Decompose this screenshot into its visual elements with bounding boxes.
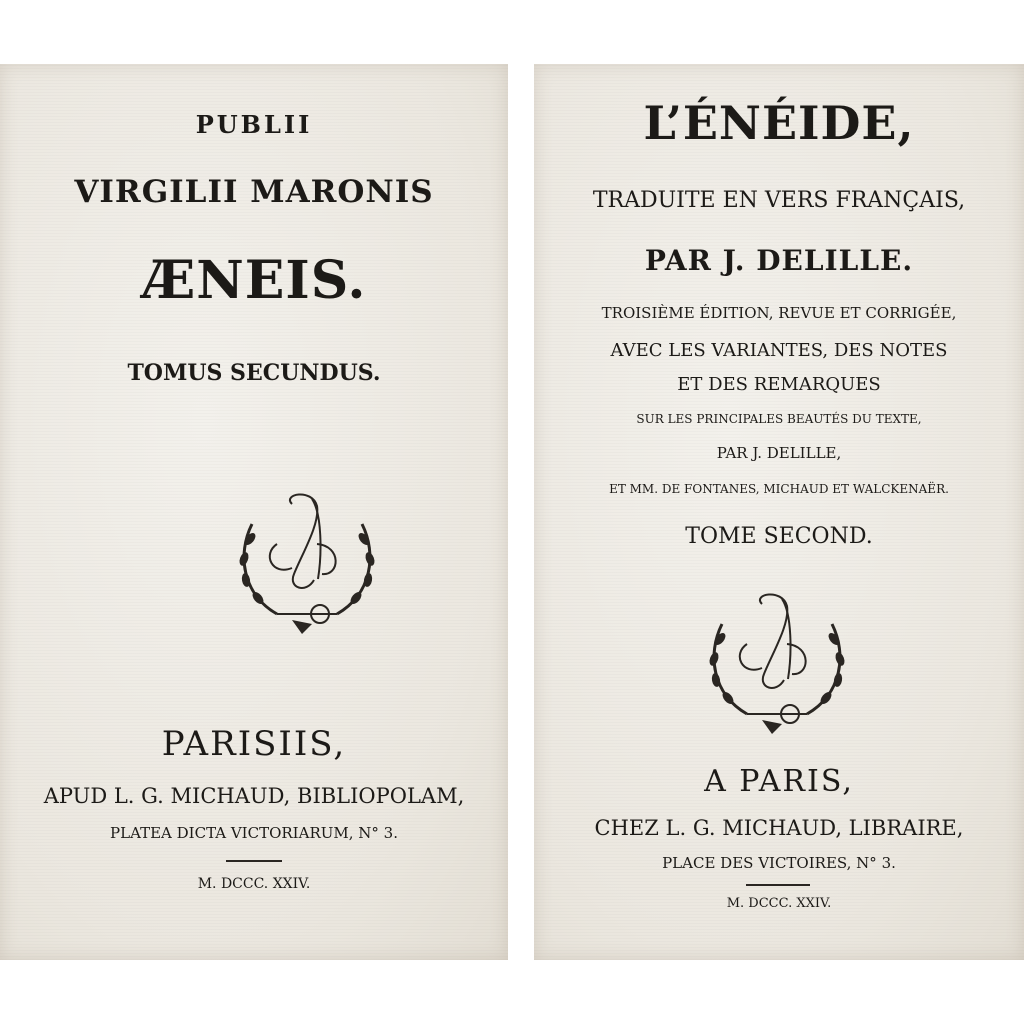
divider-rule	[746, 884, 810, 886]
author-name: VIRGILII MARONIS	[74, 174, 434, 210]
edition-line: TROISIÈME ÉDITION, REVUE ET CORRIGÉE,	[601, 304, 957, 322]
imprint-address: PLATEA DICTA VICTORIARUM, N° 3.	[110, 824, 398, 842]
left-title-page	[0, 64, 508, 960]
imprint-date: M. DCCC. XXIV.	[726, 896, 832, 911]
work-title: ÆNEIS.	[141, 250, 367, 311]
contributors-line: ET MM. DE FONTANES, MICHAUD ET WALCKENAËR.	[609, 482, 949, 496]
imprint-date: M. DCCC. XXIV.	[197, 876, 311, 892]
monogram-vignette-icon	[222, 484, 392, 644]
imprint-address: PLACE DES VICTOIRES, N° 3.	[662, 854, 896, 872]
imprint-publisher: CHEZ L. G. MICHAUD, LIBRAIRE,	[594, 816, 964, 840]
work-title: L’ÉNÉIDE,	[643, 96, 915, 150]
remarks-line: ET DES REMARQUES	[677, 374, 881, 395]
imprint-publisher: APUD L. G. MICHAUD, BIBLIOPOLAM,	[43, 784, 465, 808]
imprint-city: A PARIS,	[704, 764, 854, 799]
volume-label: TOMUS SECUNDUS.	[127, 360, 381, 386]
divider-rule	[226, 860, 282, 862]
beauties-line: SUR LES PRINCIPALES BEAUTÉS DU TEXTE,	[636, 412, 922, 426]
volume-label: TOME SECOND.	[685, 524, 873, 549]
monogram-vignette-icon	[692, 584, 862, 744]
right-title-page	[534, 64, 1024, 960]
by-line: PAR J. DELILLE,	[716, 444, 842, 462]
variants-line: AVEC LES VARIANTES, DES NOTES	[610, 340, 948, 361]
imprint-city: PARISIIS,	[161, 724, 347, 764]
author-first-name: PUBLII	[195, 110, 313, 139]
work-subtitle: TRADUITE EN VERS FRANÇAIS,	[592, 188, 966, 213]
translator-line: PAR J. DELILLE.	[644, 244, 914, 277]
